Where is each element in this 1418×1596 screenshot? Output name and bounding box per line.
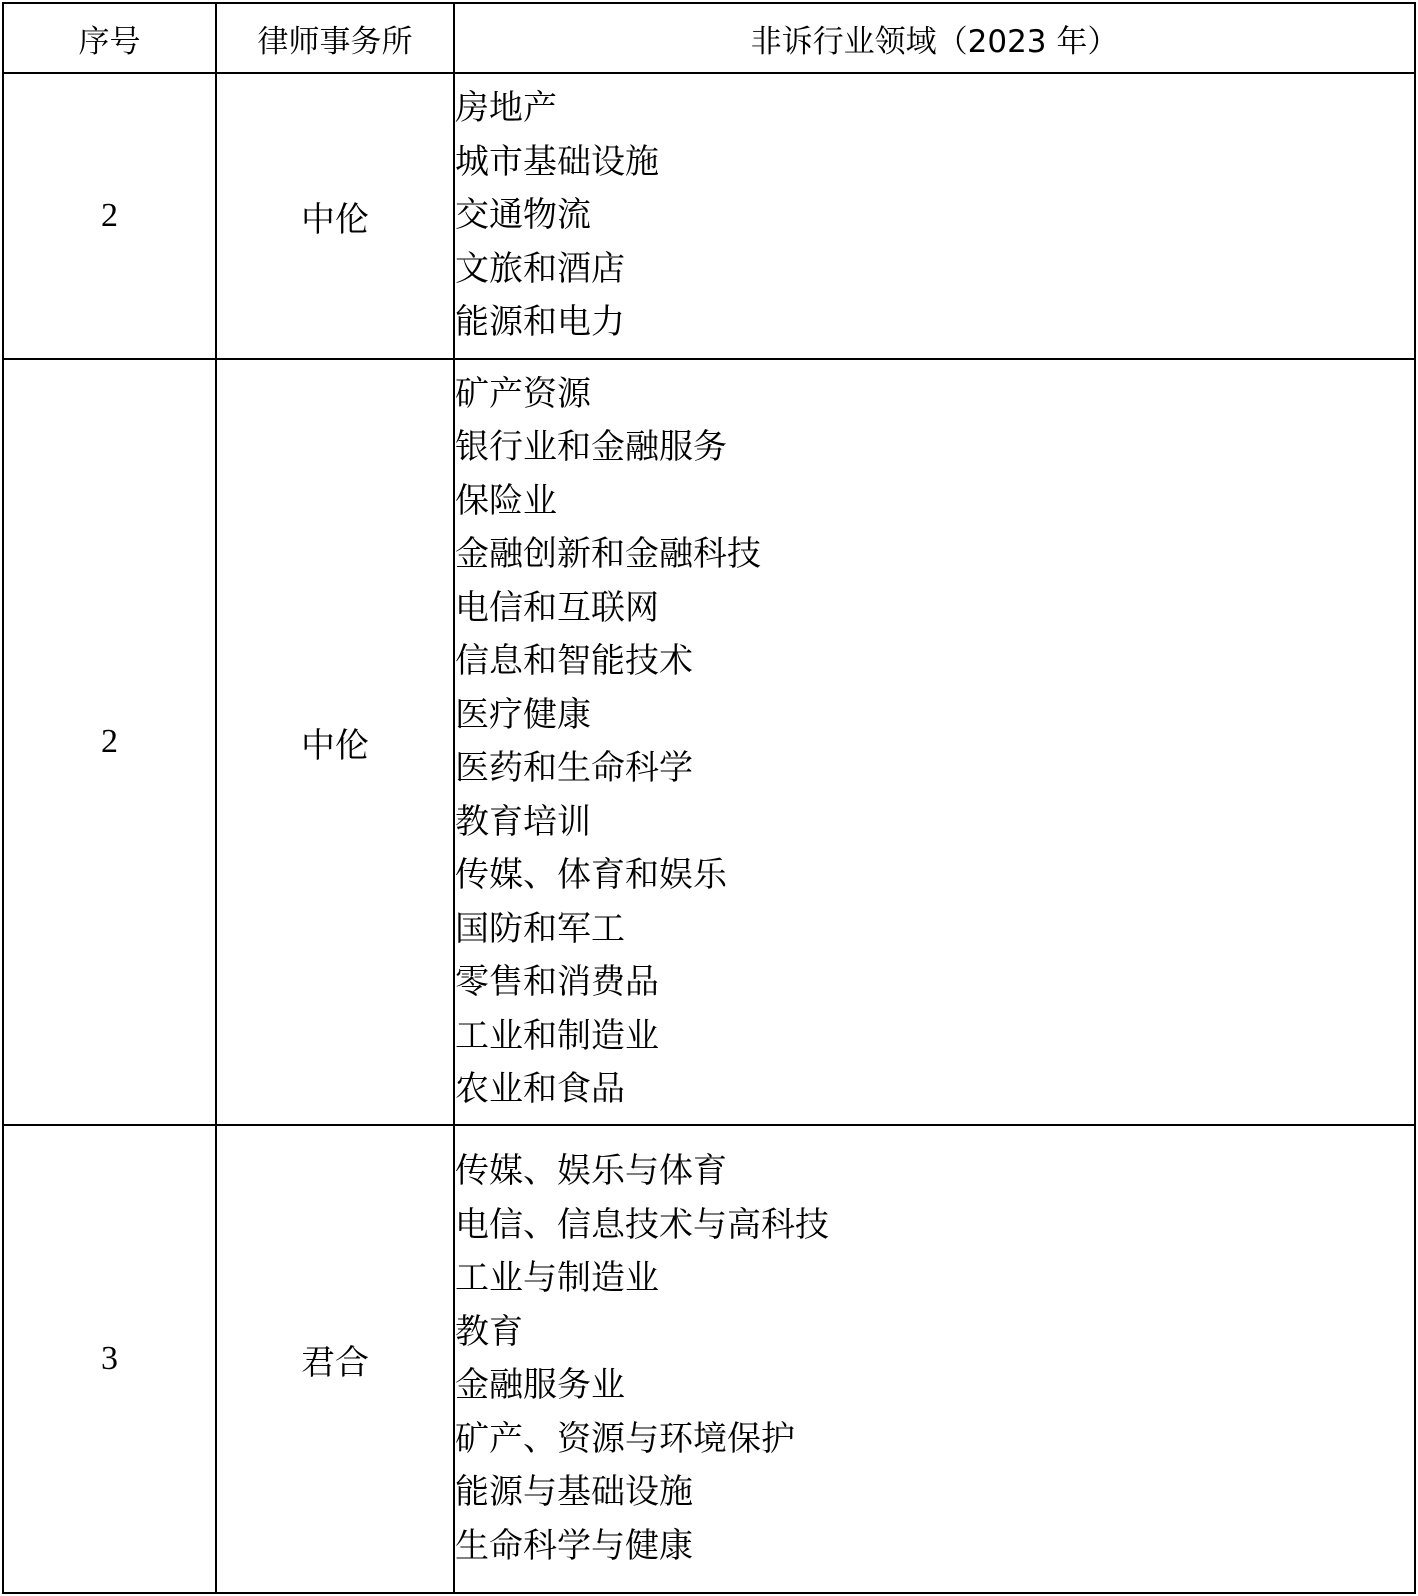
fields-list [455, 368, 1414, 1117]
field-item: 文旅和酒店 [455, 248, 625, 289]
fields-cell [454, 73, 1415, 359]
field-item: 教育 [455, 1311, 523, 1352]
field-item: 信息和智能技术 [455, 641, 693, 681]
row-number: 3 [3, 1125, 216, 1593]
field-item: 矿产资源 [455, 373, 591, 414]
field-item: 传媒、娱乐与体育 [455, 1151, 727, 1191]
row-number: 2 [3, 73, 216, 359]
row-number: 2 [3, 359, 216, 1125]
field-item: 金融创新和金融科技 [455, 534, 761, 574]
field-item: 房地产 [455, 88, 557, 129]
header-number: 序号 [3, 3, 216, 73]
field-item: 能源和电力 [455, 302, 625, 343]
field-item: 矿产、资源与环境保护 [455, 1418, 795, 1459]
field-item: 电信和互联网 [455, 587, 659, 628]
firm-name: 君合 [216, 1125, 454, 1593]
document-page [2, 2, 1416, 1594]
fields-list [455, 82, 1414, 350]
fields-list [455, 1145, 1414, 1573]
law-firm-table [2, 2, 1416, 1594]
table-row [3, 73, 1415, 359]
field-item: 生命科学与健康 [455, 1525, 693, 1566]
field-item: 城市基础设施 [455, 141, 659, 182]
field-item: 工业和制造业 [455, 1015, 659, 1056]
field-item: 金融服务业 [455, 1365, 625, 1405]
field-item: 医疗健康 [455, 694, 591, 735]
header-firm: 律师事务所 [216, 3, 454, 73]
field-item: 交通物流 [455, 195, 591, 236]
field-item: 教育培训 [455, 801, 591, 842]
fields-cell [454, 1125, 1415, 1593]
header-fields: 非诉行业领域（2023 年） [454, 3, 1415, 73]
firm-name: 中伦 [216, 73, 454, 359]
field-item: 能源与基础设施 [455, 1472, 693, 1512]
field-item: 电信、信息技术与高科技 [455, 1204, 829, 1245]
field-item: 零售和消费品 [455, 962, 659, 1002]
table-header-row [3, 3, 1415, 73]
field-item: 银行业和金融服务 [455, 427, 727, 467]
table-row [3, 1125, 1415, 1593]
field-item: 农业和食品 [455, 1069, 625, 1109]
fields-cell [454, 359, 1415, 1125]
field-item: 医药和生命科学 [455, 748, 693, 788]
field-item: 传媒、体育和娱乐 [455, 855, 727, 895]
field-item: 保险业 [455, 480, 557, 521]
table-row [3, 359, 1415, 1125]
field-item: 工业与制造业 [455, 1258, 659, 1298]
firm-name: 中伦 [216, 359, 454, 1125]
field-item: 国防和军工 [455, 908, 625, 949]
